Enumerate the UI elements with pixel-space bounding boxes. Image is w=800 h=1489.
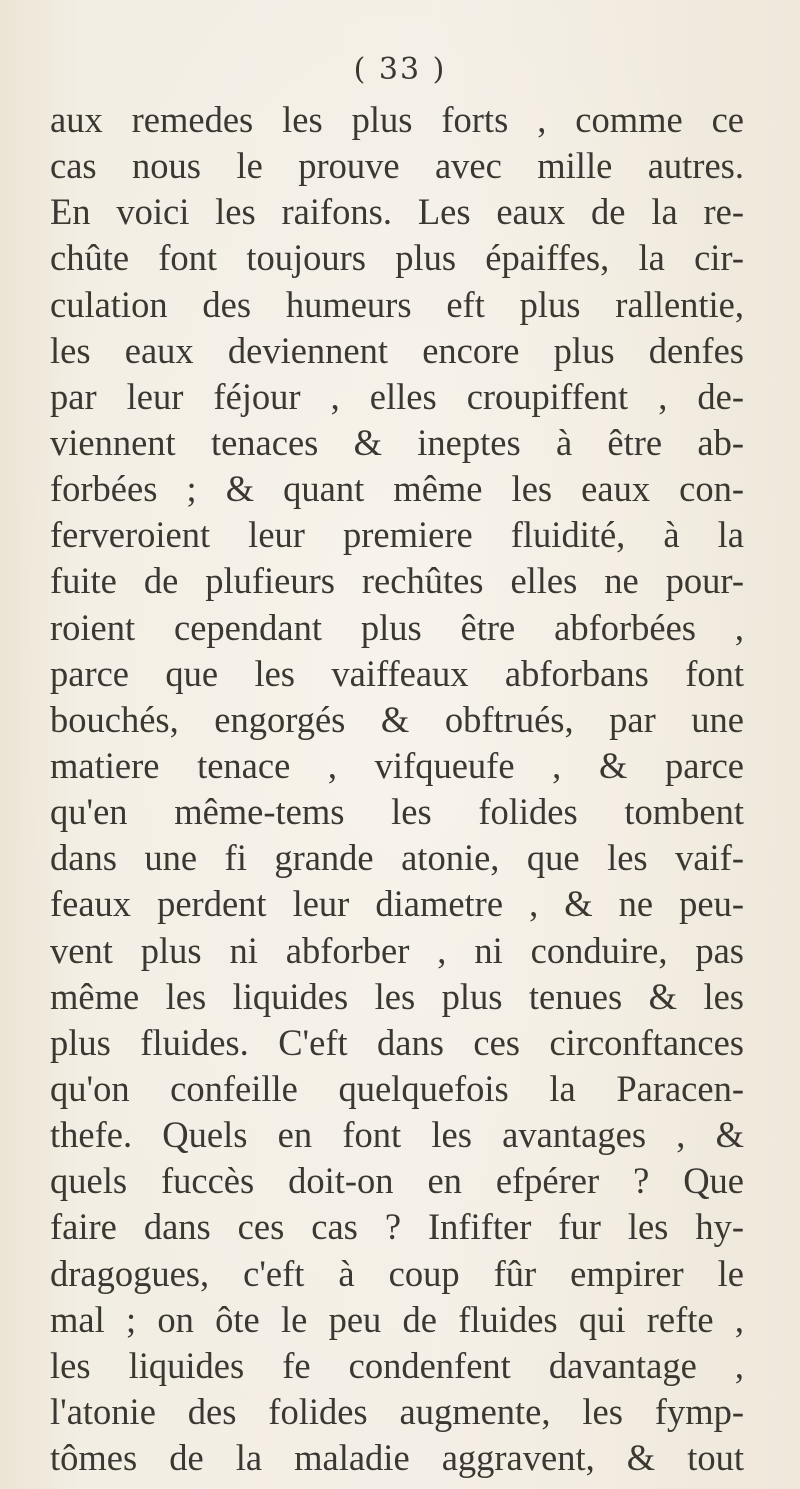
text-line: dragogues, c'eft à coup fûr empirer le: [50, 1252, 744, 1294]
text-line: matiere tenace , vifqueufe , & parce: [50, 744, 744, 786]
text-line: roient cependant plus être abforbées ,: [50, 606, 744, 648]
text-line: quels fuccès doit-on en efpérer ? Que: [50, 1160, 744, 1202]
text-line: chûte font toujours plus épaiffes, la cir-: [50, 237, 744, 279]
text-line: vent plus ni abforber , ni conduire, pas: [50, 929, 744, 971]
text-line: tômes de la maladie aggravent, & tout: [50, 1437, 744, 1479]
text-line: ferveroient leur premiere fluidité, à la: [50, 514, 744, 556]
text-line: aux remedes les plus forts , comme ce: [50, 99, 744, 140]
text-line: par leur féjour , elles croupiffent , de-: [50, 375, 744, 417]
text-line: viennent tenaces & ineptes à être ab-: [50, 421, 744, 463]
text-line: fuite de plufieurs rechûtes elles ne pour-: [50, 560, 744, 602]
text-line: dans une fi grande atonie, que les vaif-: [50, 837, 744, 879]
text-line: En voici les raifons. Les eaux de la re-: [50, 191, 744, 233]
text-line: cas nous le prouve avec mille autres.: [50, 145, 744, 187]
text-line: culation des humeurs eft plus rallentie,: [50, 283, 744, 325]
text-line: bouchés, engorgés & obftrués, par une: [50, 698, 744, 740]
text-line: les liquides fe condenfent davantage ,: [50, 1344, 744, 1386]
page-number-header: ( 33 ): [353, 52, 447, 87]
text-line: parce que les vaiffeaux abforbans font: [50, 652, 744, 694]
text-line: thefe. Quels en font les avantages , &: [50, 1114, 744, 1156]
body-text: [50, 97, 744, 1481]
text-line: forbées ; & quant même les eaux con-: [50, 468, 744, 510]
text-line: les eaux deviennent encore plus denfes: [50, 329, 744, 371]
text-line: l'atonie des folides augmente, les fymp-: [50, 1390, 744, 1432]
text-line: mal ; on ôte le peu de fluides qui refte ,: [50, 1298, 744, 1340]
text-line: qu'on confeille quelquefois la Paracen-: [50, 1067, 744, 1109]
text-line: plus fluides. C'eft dans ces circonftances: [50, 1021, 744, 1063]
text-line: qu'en même-tems les folides tombent: [50, 791, 744, 833]
text-line: même les liquides les plus tenues & les: [50, 975, 744, 1017]
text-line: feaux perdent leur diametre , & ne peu-: [50, 883, 744, 925]
text-line: faire dans ces cas ? Infifter fur les hy-: [50, 1206, 744, 1248]
